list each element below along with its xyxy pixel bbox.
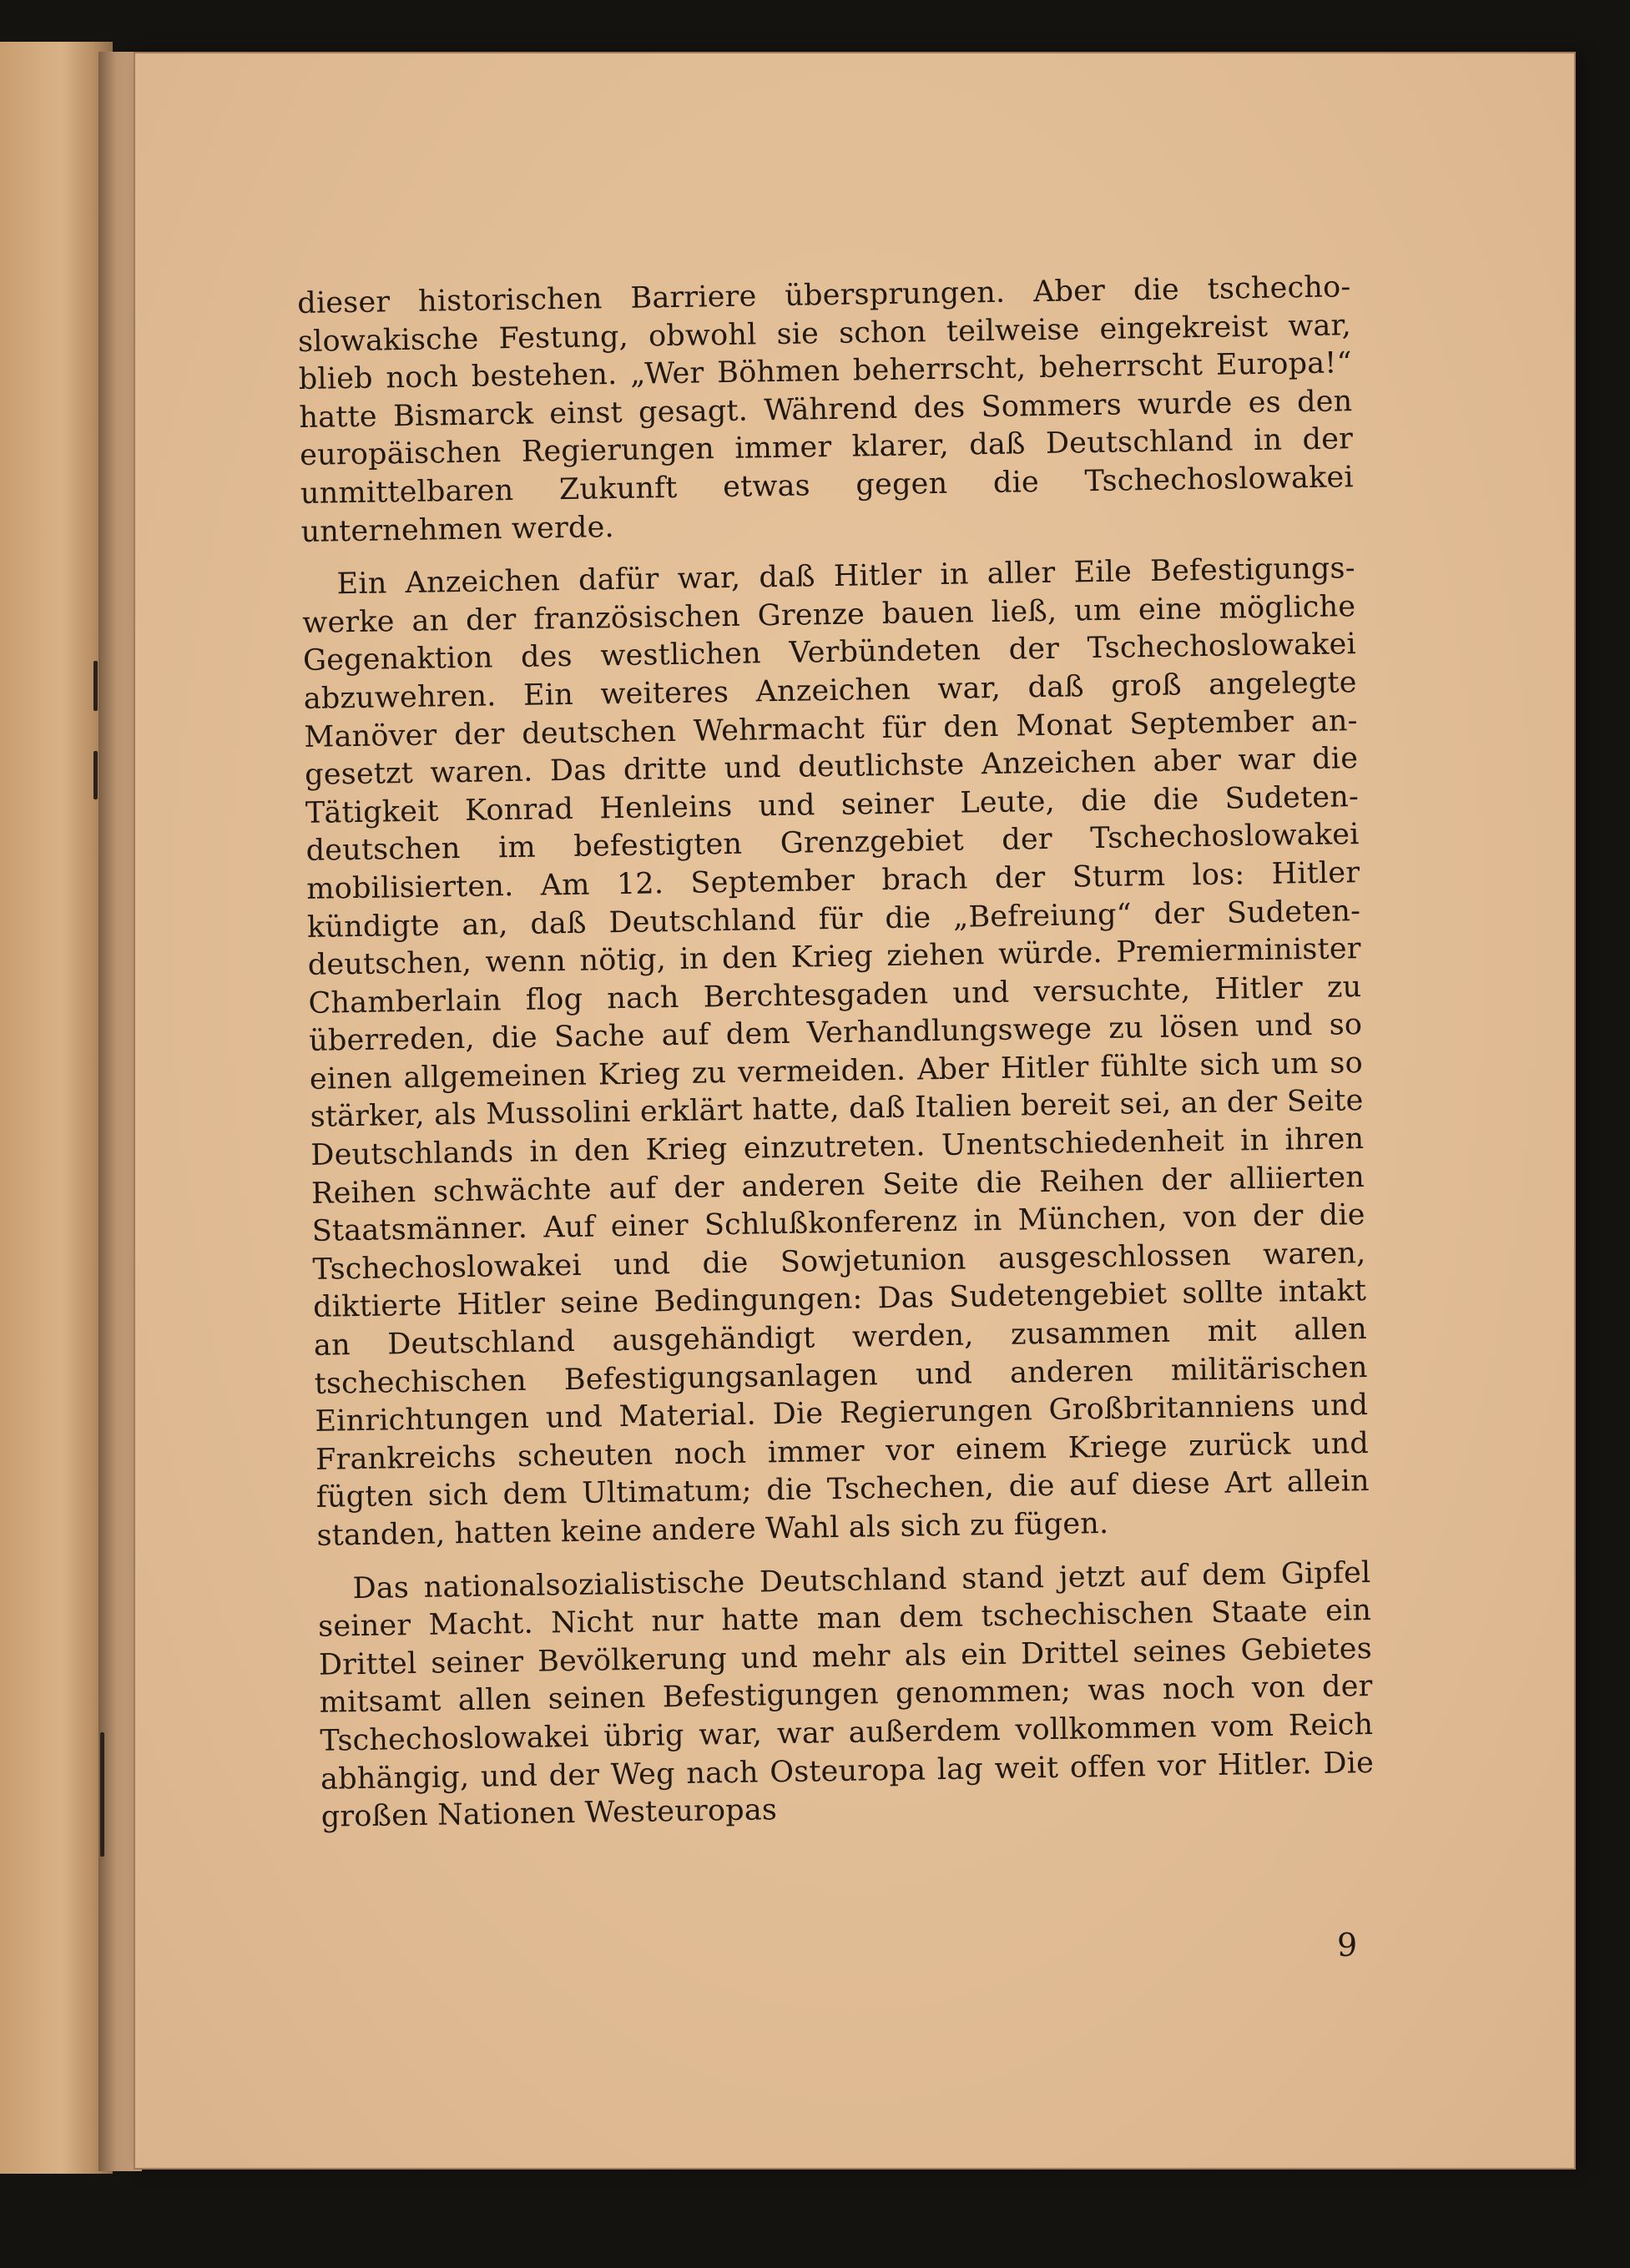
- paragraph-1: dieser historischen Barriere übersprungen. Aber die tschechoslowakische Festung, obwohl sie schon teilweise eingekreist war, blieb noch bestehen. „Wer Böhmen beherrscht, beherrscht Europa!“ hatte Bismarck einst gesagt. Während des Sommers wurde es den europäischen Regierungen immer klarer, daß Deutschland in der unmittelbaren Zukunft etwas gegen die Tschechoslowakei unternehmen werde.: [297, 270, 1355, 549]
- page-number: 9: [1337, 1927, 1358, 1963]
- paragraph-3: Das nationalsozialistische Deutschland stand jetzt auf dem Gipfel seiner Macht. Nicht nur hatte man dem tschechischen Staate ein Drittel seiner Bevölkerung und mehr als ein Drittel seines Gebietes mitsamt allen seinen Befestigungen genommen; was noch von der Tschechoslowakei übrig war, war außerdem vollkommen vom Reich abhängig, und der Weg nach Osteuropa lag weit offen vor Hitler. Die großen Nationen Westeuropas: [317, 1555, 1375, 1834]
- book-page: [134, 52, 1576, 2170]
- binding-stitch: [93, 751, 98, 799]
- left-page-edge: [0, 42, 113, 2174]
- paragraph-2: Ein Anzeichen dafür war, daß Hitler in aller Eile Befestigungswerke an der französischen Grenze bauen ließ, um eine mögliche Gegenaktion des westlichen Verbündeten der Tschechoslowakei abzuwehren. Ein weiteres Anzeichen war, daß groß angelegte Manöver der deutschen Wehrmacht für den Monat September angesetzt waren. Das dritte und deutlichste Anzeichen aber war die Tätigkeit Konrad Henleins und seiner Leute, die die Sudetendeutschen im befestigten Grenzgebiet der Tschechoslowakei mobilisierten. Am 12. September brach der Sturm los: Hitler kündigte an, daß Deutschland für die „Befreiung“ der Sudetendeutschen, wenn nötig, in den Krieg ziehen würde. Premierminister Chamberlain flog nach Berchtesgaden und versuchte, Hitler zu überreden, die Sache auf dem Verhandlungswege zu lösen und so einen allgemeinen Krieg zu vermeiden. Aber Hitler fühlte sich um so stärker, als Mussolini erklärt hatte, daß Italien bereit sei, an der Seite Deutschlands in den Krieg einzutreten. Unentschiedenheit in ihren Reihen schwächte auf der anderen Seite die Reihen der alliierten Staatsmänner. Auf einer Schlußkonferenz in München, von der die Tschechoslowakei und die Sowjetunion ausgeschlossen waren, diktierte Hitler seine Bedingungen: Das Sudetengebiet sollte intakt an Deutschland ausgehändigt werden, zusammen mit allen tschechischen Befestigungsanlagen und anderen militärischen Einrichtungen und Material. Die Regierungen Großbritanniens und Frankreichs scheuten noch immer vor einem Kriege zurück und fügten sich dem Ultimatum; die Tschechen, die auf diese Art allein standen, hatten keine andere Wahl als sich zu fügen.: [302, 552, 1370, 1553]
- body-text: [297, 269, 1375, 1852]
- binding-stitch: [100, 1794, 104, 1857]
- binding-stitch: [100, 1732, 104, 1803]
- binding-stitch: [93, 661, 98, 711]
